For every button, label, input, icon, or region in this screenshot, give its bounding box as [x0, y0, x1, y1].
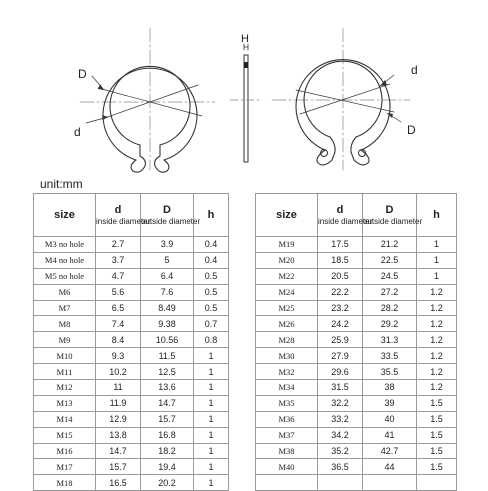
table-row	[256, 332, 457, 348]
h-cell: 1.2	[417, 364, 457, 380]
table-row	[34, 475, 229, 491]
size-cell: M6	[34, 284, 96, 300]
d-cell: 6.5	[96, 300, 141, 316]
size-cell: M22	[256, 268, 318, 284]
table-row	[256, 380, 457, 396]
size-cell: M4 no hole	[34, 252, 96, 268]
header-h: h	[194, 194, 229, 237]
d-cell: 34.2	[318, 427, 363, 443]
table-row	[256, 237, 457, 253]
h-cell: 1.5	[417, 427, 457, 443]
h-cell: 1	[417, 268, 457, 284]
h-cell: 1	[194, 395, 229, 411]
h-cell: 1	[194, 411, 229, 427]
circlip-technical-drawing	[0, 0, 488, 180]
d-cell: 23.2	[318, 300, 363, 316]
D-cell: 12.5	[141, 364, 194, 380]
h-cell: 1.2	[417, 380, 457, 396]
h-cell: 1	[194, 364, 229, 380]
table-row	[34, 348, 229, 364]
size-cell: M3 no hole	[34, 237, 96, 253]
d-cell: 3.7	[96, 252, 141, 268]
h-cell: 1	[194, 380, 229, 396]
d-cell: 11	[96, 380, 141, 396]
table-header-row	[256, 194, 457, 237]
table-row	[34, 252, 229, 268]
size-cell: M37	[256, 427, 318, 443]
table-row	[34, 380, 229, 396]
size-cell: M10	[34, 348, 96, 364]
h-cell: 1.5	[417, 411, 457, 427]
size-cell: M26	[256, 316, 318, 332]
D-cell: 44	[363, 459, 417, 475]
d-cell: 25.9	[318, 332, 363, 348]
size-cell: M9	[34, 332, 96, 348]
left-ring-view	[80, 28, 215, 172]
h-cell: 1.5	[417, 459, 457, 475]
h-cell	[417, 475, 457, 491]
h-cell: 1.2	[417, 316, 457, 332]
left-D-label: D	[78, 67, 87, 81]
table-row	[34, 332, 229, 348]
header-D-caption: outside diameter	[363, 216, 423, 226]
h-cell: 1.2	[417, 348, 457, 364]
table-header-row	[34, 194, 229, 237]
table-row	[256, 475, 457, 491]
d-cell: 35.2	[318, 443, 363, 459]
header-size: size	[256, 194, 318, 237]
D-cell: 40	[363, 411, 417, 427]
h-cell: 1.2	[417, 284, 457, 300]
D-cell: 6.4	[141, 268, 194, 284]
d-cell: 33.2	[318, 411, 363, 427]
d-cell: 32.2	[318, 395, 363, 411]
size-cell: M34	[256, 380, 318, 396]
size-cell: M12	[34, 380, 96, 396]
header-d-symbol: d	[336, 203, 344, 216]
h-cell: 1	[194, 443, 229, 459]
D-cell: 18.2	[141, 443, 194, 459]
table-row	[256, 268, 457, 284]
size-cell: M8	[34, 316, 96, 332]
size-cell: M5 no hole	[34, 268, 96, 284]
D-cell: 27.2	[363, 284, 417, 300]
D-cell: 29.2	[363, 316, 417, 332]
D-cell: 11.5	[141, 348, 194, 364]
h-cell: 1	[417, 252, 457, 268]
side-view	[230, 44, 262, 162]
d-cell: 12.9	[96, 411, 141, 427]
size-cell: M19	[256, 237, 318, 253]
d-cell: 22.2	[318, 284, 363, 300]
D-cell: 16.8	[141, 427, 194, 443]
header-D-caption: outside diameter	[141, 216, 201, 226]
h-cell: 1	[194, 459, 229, 475]
D-cell: 7.6	[141, 284, 194, 300]
D-cell: 38	[363, 380, 417, 396]
d-cell: 29.6	[318, 364, 363, 380]
spec-table-left	[33, 193, 229, 491]
D-cell: 8.49	[141, 300, 194, 316]
size-cell: M28	[256, 332, 318, 348]
right-d-label: d	[411, 63, 418, 77]
d-cell: 5.6	[96, 284, 141, 300]
table-row	[256, 459, 457, 475]
D-cell: 10.56	[141, 332, 194, 348]
D-cell: 5	[141, 252, 194, 268]
h-cell: 1.5	[417, 443, 457, 459]
h-cell: 1.2	[417, 300, 457, 316]
d-cell: 15.7	[96, 459, 141, 475]
D-cell: 9.38	[141, 316, 194, 332]
size-cell: M7	[34, 300, 96, 316]
size-cell: M36	[256, 411, 318, 427]
table-row	[256, 316, 457, 332]
size-cell: M18	[34, 475, 96, 491]
D-cell: 42.7	[363, 443, 417, 459]
table-row	[34, 300, 229, 316]
h-cell: 1	[194, 348, 229, 364]
h-cell: 0.7	[194, 316, 229, 332]
D-cell: 14.7	[141, 395, 194, 411]
table-row	[34, 268, 229, 284]
header-d	[96, 194, 151, 237]
D-cell: 35.5	[363, 364, 417, 380]
size-cell: M20	[256, 252, 318, 268]
h-cell: 0.5	[194, 300, 229, 316]
d-cell: 2.7	[96, 237, 141, 253]
spec-table-right	[255, 193, 457, 491]
D-cell: 19.4	[141, 459, 194, 475]
d-cell: 9.3	[96, 348, 141, 364]
d-cell: 10.2	[96, 364, 141, 380]
d-cell: 16.5	[96, 475, 141, 491]
size-cell	[256, 475, 318, 491]
table-row	[34, 284, 229, 300]
table-row	[256, 395, 457, 411]
D-cell: 22.5	[363, 252, 417, 268]
header-D	[141, 194, 201, 237]
size-cell: M17	[34, 459, 96, 475]
header-D-symbol: D	[163, 203, 171, 216]
h-cell: 0.8	[194, 332, 229, 348]
size-cell: M35	[256, 395, 318, 411]
header-d	[318, 194, 373, 237]
d-cell: 13.8	[96, 427, 141, 443]
d-cell: 18.5	[318, 252, 363, 268]
table-row	[256, 348, 457, 364]
table-row	[256, 427, 457, 443]
table-row	[34, 427, 229, 443]
D-cell: 39	[363, 395, 417, 411]
D-cell: 31.3	[363, 332, 417, 348]
size-cell: M38	[256, 443, 318, 459]
h-cell: 1	[194, 427, 229, 443]
right-ring-view	[272, 28, 410, 170]
table-row	[34, 459, 229, 475]
d-cell	[318, 475, 363, 491]
D-cell: 20.2	[141, 475, 194, 491]
d-cell: 36.5	[318, 459, 363, 475]
h-cell: 0.4	[194, 237, 229, 253]
size-cell: M25	[256, 300, 318, 316]
D-cell: 33.5	[363, 348, 417, 364]
size-cell: M32	[256, 364, 318, 380]
d-cell: 27.9	[318, 348, 363, 364]
header-D	[363, 194, 423, 237]
h-cell: 0.5	[194, 284, 229, 300]
size-cell: M15	[34, 427, 96, 443]
unit-label: unit:mm	[40, 177, 83, 191]
right-D-label: D	[407, 123, 416, 137]
D-cell: 21.2	[363, 237, 417, 253]
d-cell: 24.2	[318, 316, 363, 332]
D-cell: 28.2	[363, 300, 417, 316]
h-cell: 0.4	[194, 252, 229, 268]
header-size: size	[34, 194, 96, 237]
table-row	[256, 411, 457, 427]
d-cell: 31.5	[318, 380, 363, 396]
table-row	[256, 252, 457, 268]
D-cell: 3.9	[141, 237, 194, 253]
table-row	[256, 443, 457, 459]
d-cell: 7.4	[96, 316, 141, 332]
size-cell: M24	[256, 284, 318, 300]
table-row	[34, 443, 229, 459]
D-cell: 15.7	[141, 411, 194, 427]
table-row	[34, 395, 229, 411]
size-cell: M14	[34, 411, 96, 427]
left-d-label: d	[74, 125, 81, 139]
size-cell: M11	[34, 364, 96, 380]
d-cell: 11.9	[96, 395, 141, 411]
D-cell: 41	[363, 427, 417, 443]
d-cell: 17.5	[318, 237, 363, 253]
table-row	[256, 364, 457, 380]
size-cell: M40	[256, 459, 318, 475]
h-cell: 1	[417, 237, 457, 253]
d-cell: 14.7	[96, 443, 141, 459]
header-h: h	[417, 194, 457, 237]
table-row	[34, 411, 229, 427]
table-row	[34, 316, 229, 332]
header-D-symbol: D	[385, 203, 394, 216]
size-cell: M30	[256, 348, 318, 364]
d-cell: 8.4	[96, 332, 141, 348]
D-cell: 13.6	[141, 380, 194, 396]
h-cell: 0.5	[194, 268, 229, 284]
header-d-caption: inside diameter	[96, 216, 151, 226]
h-cell: 1.2	[417, 332, 457, 348]
table-row	[34, 237, 229, 253]
d-cell: 4.7	[96, 268, 141, 284]
header-d-symbol: d	[114, 203, 122, 216]
d-cell: 20.5	[318, 268, 363, 284]
size-cell: M16	[34, 443, 96, 459]
header-d-caption: inside diameter	[318, 216, 373, 226]
table-row	[256, 284, 457, 300]
size-cell: M13	[34, 395, 96, 411]
h-cell: 1.5	[417, 395, 457, 411]
D-cell: 24.5	[363, 268, 417, 284]
h-cell: 1	[194, 475, 229, 491]
D-cell	[363, 475, 417, 491]
table-row	[34, 364, 229, 380]
table-row	[256, 300, 457, 316]
side-H-label: H	[241, 33, 249, 45]
